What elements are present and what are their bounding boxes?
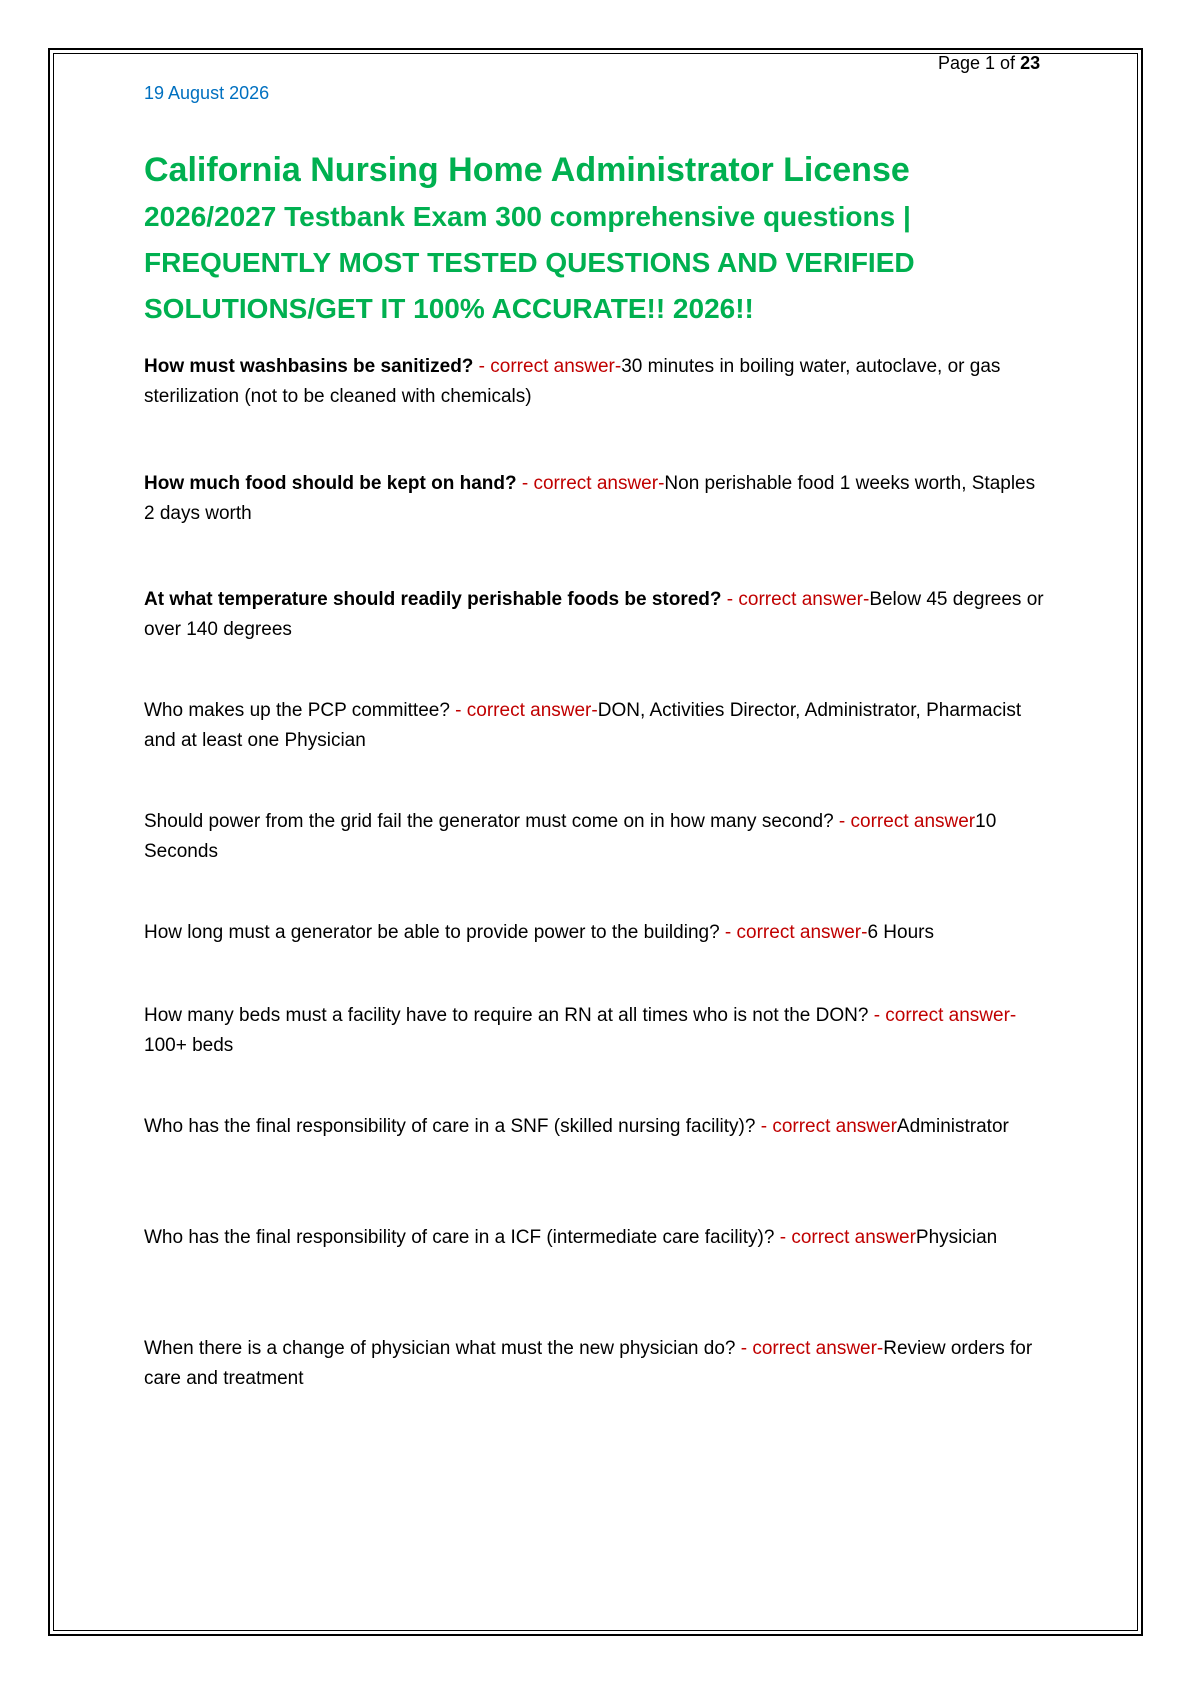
answer-text: Physician (915, 1227, 998, 1248)
answer-text: Review orders for care and treatment (144, 1338, 1033, 1389)
qa-item (144, 469, 1044, 529)
answer-marker: - correct answer- (516, 473, 665, 494)
question-text: When there is a change of physician what must the new physician do? (144, 1338, 736, 1359)
question-text: Should power from the grid fail the generator must come on in how many second? (144, 811, 834, 832)
title-subtitle: 2026/2027 Testbank Exam 300 comprehensive questions | FREQUENTLY MOST TESTED QUESTIONS AND VERIFIED SOLUTIONS/GET IT 100% ACCURATE!! 2026!! (144, 201, 915, 324)
question-text: How much food should be kept on hand? (144, 473, 517, 494)
qa-item (144, 1223, 1044, 1253)
question-text: How must washbasins be sanitized? (144, 356, 474, 377)
title-line-1: California Nursing Home Administrator License (144, 151, 910, 189)
qa-item (144, 696, 1044, 756)
answer-marker: - correct answer- (449, 700, 598, 721)
qa-item (144, 1001, 1044, 1061)
answer-marker: - correct answer- (735, 1338, 884, 1359)
page-number-prefix: Page 1 of (938, 53, 1021, 73)
answer-marker: - correct answer- (868, 1005, 1017, 1026)
page-number (938, 53, 1040, 74)
answer-marker: - correct answer- (473, 356, 622, 377)
answer-marker: - correct answer (833, 811, 976, 832)
qa-item (144, 1334, 1044, 1394)
answer-marker: - correct answer- (721, 589, 870, 610)
answer-text: 30 minutes in boiling water, autoclave, or gas sterilization (not to be cleaned with chemicals) (144, 356, 1001, 407)
qa-item (144, 918, 1044, 948)
question-text: Who has the final responsibility of care in a SNF (skilled nursing facility)? (144, 1116, 756, 1137)
answer-marker: - correct answer- (719, 922, 868, 943)
page-number-total: 23 (1020, 53, 1041, 73)
qa-item (144, 352, 1044, 412)
qa-item (144, 585, 1044, 645)
document-title (144, 148, 1044, 332)
answer-marker: - correct answer (755, 1116, 897, 1137)
question-text: At what temperature should readily perishable foods be stored? (144, 589, 722, 610)
question-text: Who has the final responsibility of care in a ICF (intermediate care facility)? (144, 1227, 775, 1248)
answer-text: DON, Activities Director, Administrator, Pharmacist and at least one Physician (144, 700, 1022, 751)
document-date: 19 August 2026 (144, 83, 270, 103)
answer-text: 6 Hours (867, 922, 934, 943)
answer-marker: - correct answer (774, 1227, 916, 1248)
question-text: Who makes up the PCP committee? (144, 700, 450, 721)
answer-text: Below 45 degrees or over 140 degrees (144, 589, 1044, 640)
qa-item (144, 1112, 1044, 1142)
answer-text: 100+ beds (144, 1035, 234, 1056)
answer-text: 10 Seconds (144, 811, 997, 862)
answer-text: Administrator (896, 1116, 1009, 1137)
question-text: How long must a generator be able to provide power to the building? (144, 922, 720, 943)
answer-text: Non perishable food 1 weeks worth, Staples 2 days worth (144, 473, 1036, 524)
qa-item (144, 807, 1044, 867)
question-text: How many beds must a facility have to require an RN at all times who is not the DON? (144, 1005, 869, 1026)
